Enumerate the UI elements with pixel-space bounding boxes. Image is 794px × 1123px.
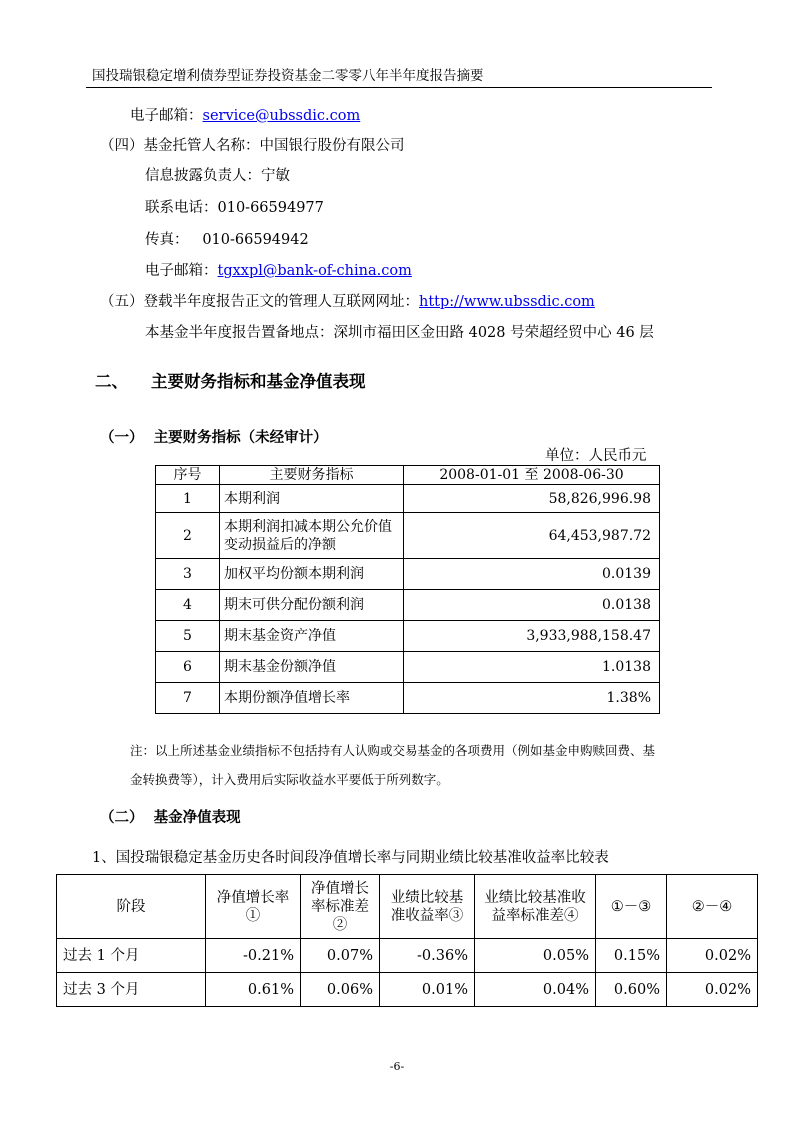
custodian-email-label: 电子邮箱：	[145, 263, 218, 279]
page-header: 国投瑞银稳定增利债券型证券投资基金二零零八年半年度报告摘要	[92, 68, 484, 84]
manager-email-line	[130, 104, 360, 125]
unit-label: 单位：人民币元	[545, 448, 647, 464]
row-value: 1.38%	[404, 683, 660, 714]
row-value: 58,826,996.98	[404, 485, 660, 513]
row-value: 0.0138	[404, 590, 660, 621]
table-2-caption: 1、国投瑞银稳定基金历史各时间段净值增长率与同期业绩比较基准收益率比较表	[92, 850, 609, 866]
row-value: 0.0139	[404, 559, 660, 590]
header-rule	[86, 87, 712, 88]
row-v1: 0.61%	[206, 973, 301, 1007]
row-stage: 过去 3 个月	[57, 973, 206, 1007]
header-benchmark-std: 业绩比较基准收益率标准差④	[475, 875, 596, 939]
website-line	[100, 290, 595, 311]
custodian-phone: 联系电话：010-66594977	[145, 200, 324, 216]
website-label: （五）登载半年度报告正文的管理人互联网网址：	[100, 294, 419, 310]
header-nav-growth-std: 净值增长率标准差②	[301, 875, 380, 939]
table-row	[156, 559, 660, 590]
row-item: 本期利润	[220, 485, 404, 513]
custodian-officer: 信息披露负责人：宁敏	[145, 168, 290, 184]
note-line-2: 金转换费等），计入费用后实际收益水平要低于所列数字。	[130, 772, 449, 787]
nav-performance-table	[56, 874, 758, 1007]
row-item: 期末基金份额净值	[220, 652, 404, 683]
header-no: 序号	[156, 466, 220, 485]
table-row	[156, 485, 660, 513]
row-v6: 0.02%	[667, 973, 758, 1007]
header-benchmark-return: 业绩比较基准收益率③	[380, 875, 475, 939]
row-v2: 0.07%	[301, 939, 380, 973]
row-value: 64,453,987.72	[404, 513, 660, 559]
row-v5: 0.15%	[596, 939, 667, 973]
header-nav-growth: 净值增长率①	[206, 875, 301, 939]
section-2-2-title: （二） 基金净值表现	[100, 809, 241, 826]
row-v1: -0.21%	[206, 939, 301, 973]
row-no: 4	[156, 590, 220, 621]
manager-email-label: 电子邮箱：	[130, 108, 203, 124]
row-value: 1.0138	[404, 652, 660, 683]
row-value: 3,933,988,158.47	[404, 621, 660, 652]
row-item: 期末可供分配份额利润	[220, 590, 404, 621]
header-item: 主要财务指标	[220, 466, 404, 485]
financial-indicators-table	[155, 465, 660, 714]
section-2-title: 二、 主要财务指标和基金净值表现	[95, 372, 366, 391]
row-v4: 0.04%	[475, 973, 596, 1007]
row-v4: 0.05%	[475, 939, 596, 973]
table-row	[156, 683, 660, 714]
row-item: 期末基金资产净值	[220, 621, 404, 652]
row-item: 本期份额净值增长率	[220, 683, 404, 714]
custodian-email-line	[145, 259, 412, 280]
manager-email-link[interactable]: service@ubssdic.com	[202, 108, 361, 124]
table-row	[156, 652, 660, 683]
header-period: 2008-01-01 至 2008-06-30	[404, 466, 660, 485]
table-row	[156, 590, 660, 621]
table-row	[57, 939, 758, 973]
custodian-name: （四）基金托管人名称：中国银行股份有限公司	[100, 138, 405, 154]
table-header-row	[57, 875, 758, 939]
page-number: -6-	[389, 1060, 405, 1073]
row-no: 5	[156, 621, 220, 652]
section-2-1-title: （一） 主要财务指标（未经审计）	[100, 429, 328, 446]
row-v5: 0.60%	[596, 973, 667, 1007]
header-diff-2-4: ②－④	[667, 875, 758, 939]
row-no: 7	[156, 683, 220, 714]
row-v3: -0.36%	[380, 939, 475, 973]
row-v6: 0.02%	[667, 939, 758, 973]
header-stage: 阶段	[57, 875, 206, 939]
row-item: 本期利润扣减本期公允价值变动损益后的净额	[220, 513, 404, 559]
row-item: 加权平均份额本期利润	[220, 559, 404, 590]
custodian-email-link[interactable]: tgxxpl@bank-of-china.com	[217, 263, 412, 279]
note-line-1: 注：以上所述基金业绩指标不包括持有人认购或交易基金的各项费用（例如基金申购赎回费、基	[130, 743, 656, 758]
row-v2: 0.06%	[301, 973, 380, 1007]
row-no: 1	[156, 485, 220, 513]
table-row	[57, 973, 758, 1007]
website-link[interactable]: http://www.ubssdic.com	[419, 294, 595, 310]
row-v3: 0.01%	[380, 973, 475, 1007]
header-diff-1-3: ①－③	[596, 875, 667, 939]
row-stage: 过去 1 个月	[57, 939, 206, 973]
table-row	[156, 513, 660, 559]
row-no: 3	[156, 559, 220, 590]
report-location: 本基金半年度报告置备地点：深圳市福田区金田路 4028 号荣超经贸中心 46 层	[145, 325, 654, 341]
table-header-row	[156, 466, 660, 485]
table-row	[156, 621, 660, 652]
custodian-fax: 传真： 010-66594942	[145, 232, 309, 248]
row-no: 6	[156, 652, 220, 683]
row-no: 2	[156, 513, 220, 559]
